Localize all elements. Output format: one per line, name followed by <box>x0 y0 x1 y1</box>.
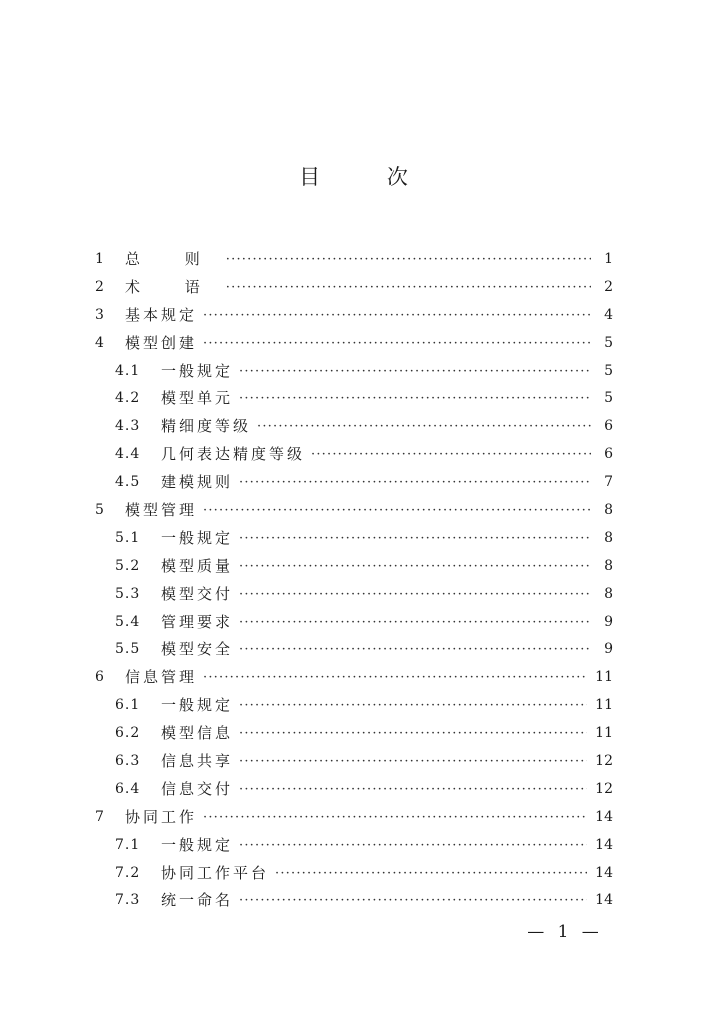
toc-entry-label: 基本规定 <box>125 305 198 324</box>
toc-entry-page: 12 <box>595 780 613 797</box>
toc-entry[interactable] <box>95 469 613 497</box>
toc-entry[interactable] <box>95 887 613 915</box>
toc-entry-label: 模型信息 <box>161 724 234 743</box>
toc-entry-number: 5.4 <box>115 613 141 630</box>
toc-entry-number: 3 <box>95 306 105 323</box>
toc-entry[interactable] <box>95 441 613 469</box>
dot-leader <box>239 692 587 720</box>
toc-entry-number: 4.2 <box>115 390 141 407</box>
toc-entry[interactable] <box>95 358 613 386</box>
toc-entry-label: 精细度等级 <box>161 417 252 436</box>
toc-entry-label: 一般规定 <box>161 835 234 854</box>
toc-entry-number: 1 <box>95 251 105 267</box>
toc-entry[interactable] <box>95 274 613 302</box>
toc-entry-label: 管理要求 <box>161 612 234 631</box>
dot-leader <box>203 497 591 525</box>
toc-entry[interactable] <box>95 581 613 609</box>
toc-entry[interactable] <box>95 246 613 274</box>
toc-entry-number: 5.5 <box>115 641 141 658</box>
toc-entry-label: 模型安全 <box>161 640 234 659</box>
toc-entry-label: 模型单元 <box>161 389 234 408</box>
toc-entry-label: 几何表达精度等级 <box>161 445 306 464</box>
toc-entry[interactable] <box>95 525 613 553</box>
toc-entry-page: 8 <box>604 557 613 574</box>
toc-entry-number: 5.2 <box>115 557 141 574</box>
toc-entry-number: 6 <box>95 669 105 686</box>
toc-entry-page: 5 <box>604 362 613 379</box>
dot-leader <box>239 887 587 915</box>
toc-entry[interactable] <box>95 553 613 581</box>
dot-leader <box>239 748 587 776</box>
dot-leader <box>239 581 591 609</box>
toc-entry-label: 信息管理 <box>125 668 198 687</box>
toc-entry-page: 6 <box>604 418 613 435</box>
toc-entry-page: 4 <box>604 306 613 323</box>
toc-entry-page: 2 <box>604 278 613 295</box>
toc-entry-page: 14 <box>595 808 613 825</box>
toc-entry-label: 信息交付 <box>161 779 234 798</box>
toc-entry-page: 11 <box>595 669 613 686</box>
toc-entry-number: 7.2 <box>115 864 141 881</box>
toc-entry-number: 4.4 <box>115 446 141 463</box>
toc-entry-number: 6.1 <box>115 697 141 714</box>
toc-entry-number: 6.3 <box>115 753 141 770</box>
toc-entry[interactable] <box>95 330 613 358</box>
dot-leader <box>239 832 587 860</box>
toc-entry-page: 14 <box>595 892 613 909</box>
toc-entry[interactable] <box>95 413 613 441</box>
dot-leader <box>275 860 587 888</box>
toc-entry-page: 6 <box>604 446 613 463</box>
toc-entry-label: 协同工作 <box>125 807 198 826</box>
toc-entry-label: 模型管理 <box>125 501 198 520</box>
toc-entry-page: 11 <box>595 725 613 742</box>
toc-entry-page: 5 <box>604 390 613 407</box>
toc-entry-page: 8 <box>604 529 613 546</box>
toc-entry-page: 7 <box>604 474 613 491</box>
toc-entry[interactable] <box>95 385 613 413</box>
toc-entry-label: 模型质量 <box>161 556 234 575</box>
toc-entry-number: 4.1 <box>115 362 141 379</box>
toc-entry[interactable] <box>95 609 613 637</box>
toc-entry-label: 一般规定 <box>161 696 234 715</box>
toc-entry-number: 4 <box>95 334 105 351</box>
toc-entry[interactable] <box>95 636 613 664</box>
toc-entry-number: 6.4 <box>115 780 141 797</box>
dot-leader <box>203 804 587 832</box>
dot-leader <box>226 274 591 302</box>
dot-leader <box>239 776 587 804</box>
dot-leader <box>239 385 591 413</box>
toc-entry[interactable] <box>95 720 613 748</box>
toc-entry-number: 7.3 <box>115 892 141 909</box>
dot-leader <box>203 330 591 358</box>
toc-entry-label: 协同工作平台 <box>161 863 270 882</box>
dot-leader <box>239 609 591 637</box>
dot-leader <box>239 358 591 386</box>
toc-entry-number: 4.3 <box>115 418 141 435</box>
toc-entry-page: 9 <box>604 641 613 658</box>
dot-leader <box>203 302 591 330</box>
toc-entry-label: 统一命名 <box>161 891 234 910</box>
toc-entry-page: 9 <box>604 613 613 630</box>
dot-leader <box>203 664 587 692</box>
dot-leader <box>239 525 591 553</box>
toc-entry-label: 术 语 <box>125 277 220 296</box>
toc-entry-number: 5 <box>95 502 105 519</box>
toc-entry-label: 一般规定 <box>161 361 234 380</box>
toc-entry[interactable] <box>95 692 613 720</box>
toc-entry-page: 1 <box>604 251 613 267</box>
toc-entry-number: 6.2 <box>115 725 141 742</box>
toc-entry-label: 总 则 <box>125 250 220 268</box>
toc-entry-label: 一般规定 <box>161 528 234 547</box>
toc-entry-number: 5.1 <box>115 529 141 546</box>
toc-entry-page: 12 <box>595 753 613 770</box>
toc-entry-page: 14 <box>595 836 613 853</box>
toc-entry[interactable] <box>95 497 613 525</box>
toc-entry[interactable] <box>95 804 613 832</box>
toc-entry-label: 信息共享 <box>161 752 234 771</box>
toc-entry[interactable] <box>95 832 613 860</box>
toc-entry-page: 11 <box>595 697 613 714</box>
toc-entry-number: 7.1 <box>115 836 141 853</box>
toc-entry-label: 建模规则 <box>161 473 234 492</box>
toc-entry-page: 5 <box>604 334 613 351</box>
toc-entry[interactable] <box>95 860 613 888</box>
toc-entry[interactable] <box>95 664 613 692</box>
dot-leader <box>257 413 591 441</box>
dot-leader <box>239 636 591 664</box>
toc-entry-page: 14 <box>595 864 613 881</box>
toc-entry-label: 模型交付 <box>161 584 234 603</box>
toc-entry-number: 2 <box>95 278 105 295</box>
toc-entry[interactable] <box>95 302 613 330</box>
dot-leader <box>226 246 591 274</box>
toc-entry-number: 4.5 <box>115 474 141 491</box>
page-number-footer: — 1 — <box>527 922 603 942</box>
table-of-contents <box>95 246 613 915</box>
toc-entry-page: 8 <box>604 502 613 519</box>
toc-entry-number: 7 <box>95 808 105 825</box>
toc-entry[interactable] <box>95 748 613 776</box>
toc-entry[interactable] <box>95 776 613 804</box>
page-title: 目 次 <box>299 165 438 189</box>
toc-entry-label: 模型创建 <box>125 333 198 352</box>
dot-leader <box>311 441 591 469</box>
dot-leader <box>239 720 587 748</box>
toc-entry-number: 5.3 <box>115 585 141 602</box>
dot-leader <box>239 469 591 497</box>
dot-leader <box>239 553 591 581</box>
toc-entry-page: 8 <box>604 585 613 602</box>
